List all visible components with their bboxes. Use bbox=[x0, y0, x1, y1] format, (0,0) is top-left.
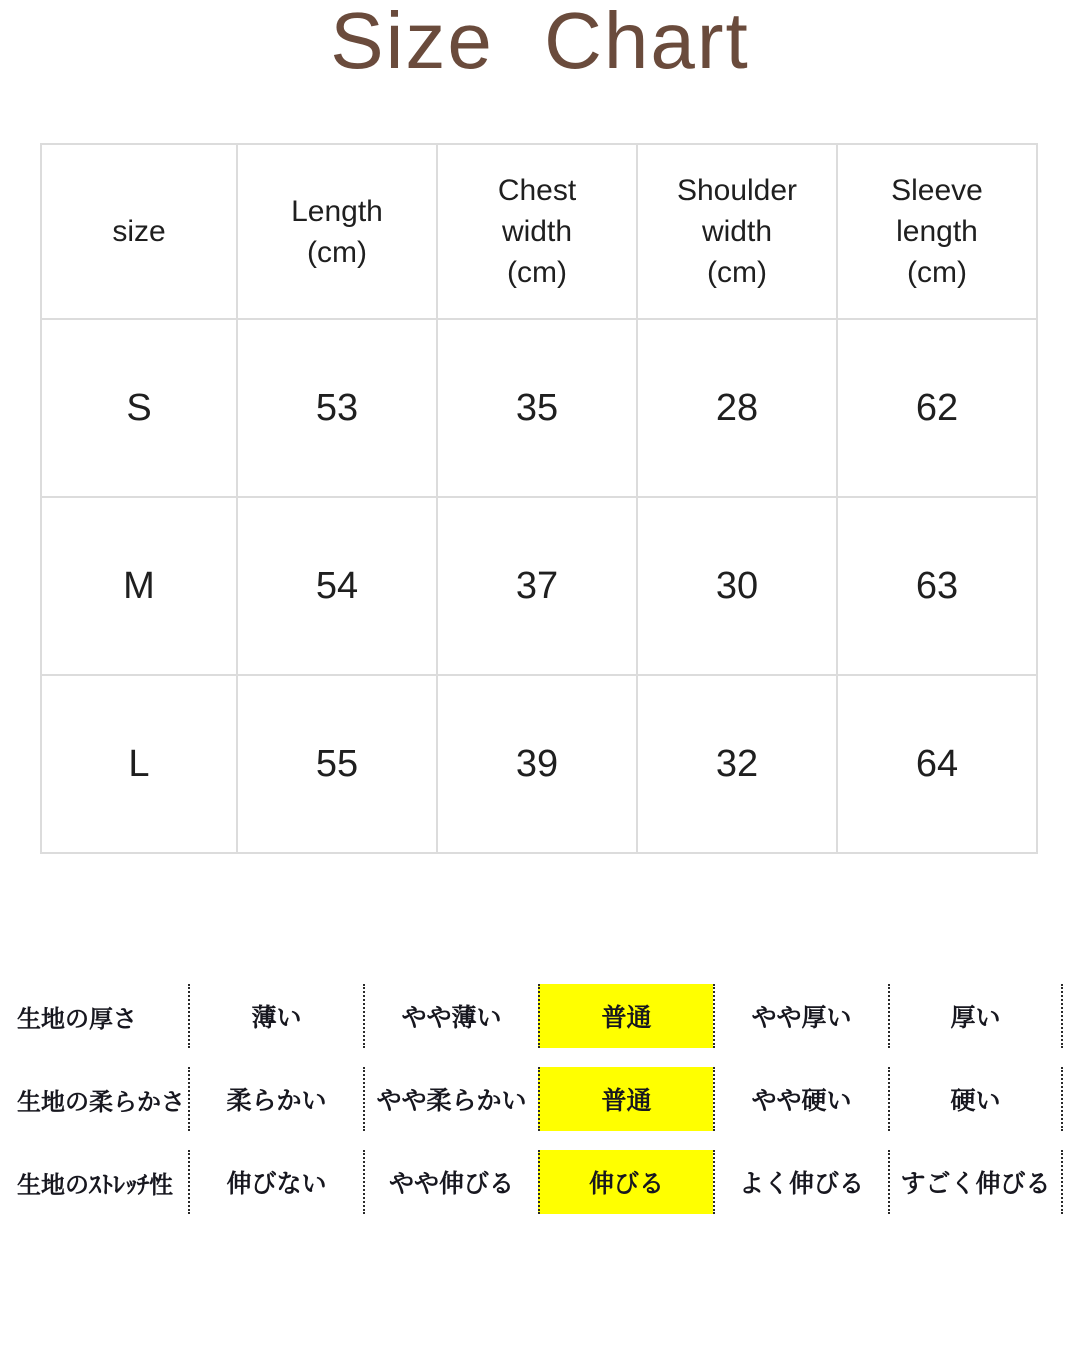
col-header-line: (cm) bbox=[507, 256, 567, 289]
col-header-line: (cm) bbox=[907, 256, 967, 289]
shoulder-width-value-cell: 28 bbox=[637, 319, 837, 497]
col-header-line: width bbox=[701, 215, 773, 248]
fabric-option: 伸びる bbox=[538, 1150, 713, 1214]
sleeve-length-value-cell: 63 bbox=[837, 497, 1037, 675]
col-header-length bbox=[237, 144, 437, 319]
fabric-option: よく伸びる bbox=[713, 1150, 888, 1214]
shoulder-width-value-cell: 32 bbox=[637, 675, 837, 853]
sleeve-length-value-cell: 62 bbox=[837, 319, 1037, 497]
fabric-row-label: 生地の柔らかさ bbox=[17, 1088, 185, 1116]
page-title: Size Chart bbox=[330, 0, 750, 85]
length-value-cell: 55 bbox=[237, 675, 437, 853]
fabric-row-label: 生地のｽﾄﾚｯﾁ性 bbox=[17, 1171, 173, 1199]
table-row-size-s bbox=[41, 319, 1037, 497]
fabric-properties-section bbox=[0, 984, 1063, 1233]
chest-width-value-cell: 35 bbox=[437, 319, 637, 497]
col-header-sleeve-length bbox=[837, 144, 1037, 319]
fabric-option: 普通 bbox=[538, 984, 713, 1048]
sleeve-length-value-cell: 64 bbox=[837, 675, 1037, 853]
size-label-cell: L bbox=[41, 675, 237, 853]
fabric-option: 普通 bbox=[538, 1067, 713, 1131]
chest-width-value-cell: 39 bbox=[437, 675, 637, 853]
size-chart-table bbox=[40, 143, 1038, 854]
col-header-line: size bbox=[112, 215, 166, 248]
col-header-shoulder-width bbox=[637, 144, 837, 319]
col-header-line: Chest bbox=[497, 174, 577, 207]
fabric-option: 伸びない bbox=[188, 1150, 363, 1214]
col-header-line: length bbox=[896, 215, 978, 248]
fabric-option: 薄い bbox=[188, 984, 363, 1048]
fabric-row-stretch bbox=[0, 1150, 1063, 1214]
fabric-option: やや柔らかい bbox=[363, 1067, 538, 1131]
size-table-header-row bbox=[41, 144, 1037, 319]
fabric-option: 硬い bbox=[888, 1067, 1063, 1131]
col-header-chest-width bbox=[437, 144, 637, 319]
chest-width-value-cell: 37 bbox=[437, 497, 637, 675]
col-header-line: (cm) bbox=[707, 256, 767, 289]
col-header-line: Shoulder bbox=[676, 174, 798, 207]
col-header-line: Length bbox=[291, 194, 383, 228]
length-value-cell: 54 bbox=[237, 497, 437, 675]
col-header-line: Sleeve bbox=[891, 174, 983, 207]
col-header-size bbox=[41, 144, 237, 319]
fabric-option: 厚い bbox=[888, 984, 1063, 1048]
col-header-line: width bbox=[501, 215, 573, 248]
size-label-cell: M bbox=[41, 497, 237, 675]
table-row-size-l bbox=[41, 675, 1037, 853]
shoulder-width-value-cell: 30 bbox=[637, 497, 837, 675]
fabric-option: やや硬い bbox=[713, 1067, 888, 1131]
fabric-option: やや薄い bbox=[363, 984, 538, 1048]
table-row-size-m bbox=[41, 497, 1037, 675]
fabric-option: やや厚い bbox=[713, 984, 888, 1048]
length-value-cell: 53 bbox=[237, 319, 437, 497]
fabric-row-thickness bbox=[0, 984, 1063, 1048]
fabric-option: 柔らかい bbox=[188, 1067, 363, 1131]
size-label-cell: S bbox=[41, 319, 237, 497]
col-header-line: (cm) bbox=[307, 235, 367, 269]
fabric-row-label: 生地の厚さ bbox=[17, 1005, 137, 1033]
fabric-option: すごく伸びる bbox=[888, 1150, 1063, 1214]
fabric-row-softness bbox=[0, 1067, 1063, 1131]
fabric-option: やや伸びる bbox=[363, 1150, 538, 1214]
